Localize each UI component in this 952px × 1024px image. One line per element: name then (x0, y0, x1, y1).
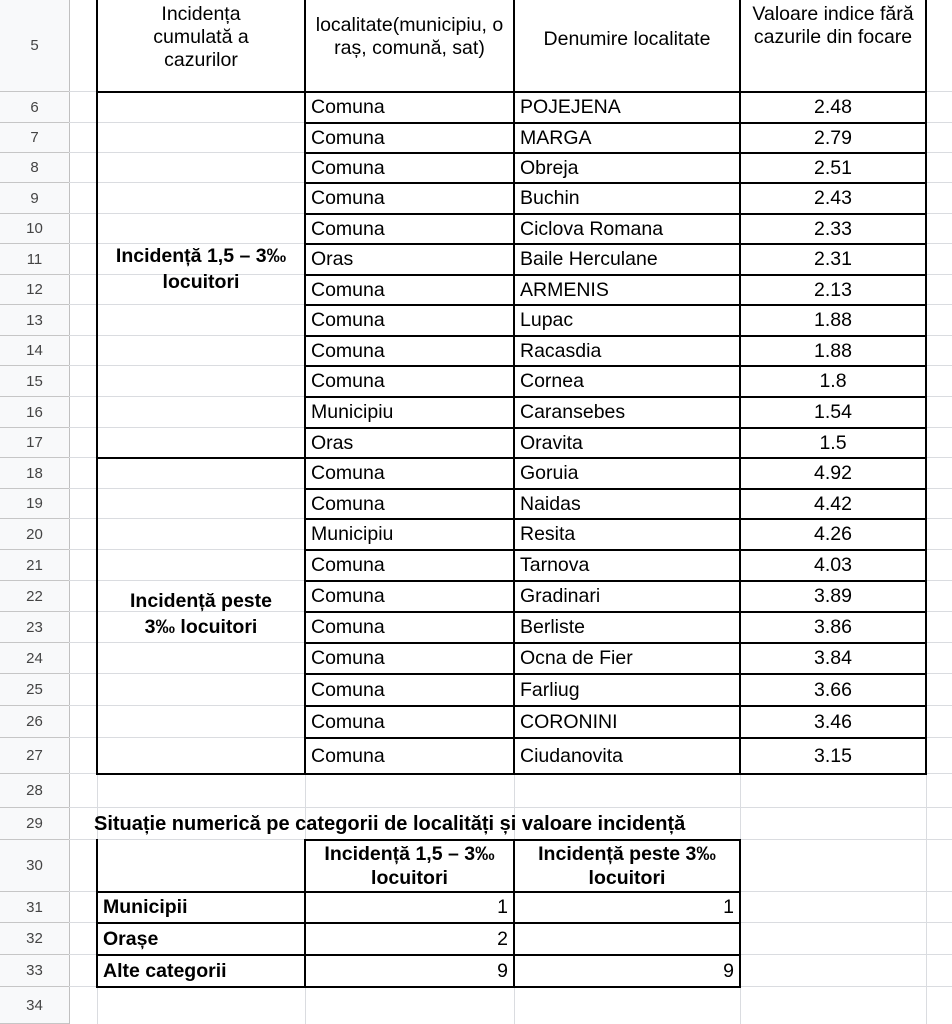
row-header[interactable]: 14 (0, 336, 69, 366)
locality-type-cell[interactable]: Comuna (311, 96, 385, 118)
locality-type-cell[interactable]: Oras (311, 431, 354, 454)
row-header[interactable]: 16 (0, 397, 69, 428)
row-header[interactable]: 26 (0, 706, 69, 738)
locality-type-cell[interactable]: Municipiu (311, 401, 394, 423)
row-header[interactable]: 13 (0, 305, 69, 336)
row-header[interactable]: 23 (0, 612, 69, 643)
summary-count-1-5-3[interactable]: 2 (497, 927, 508, 950)
index-value-cell[interactable]: 3.86 (814, 616, 852, 638)
table-border (304, 304, 927, 306)
summary-count-over-3[interactable]: 1 (723, 896, 734, 918)
index-value-cell[interactable]: 3.15 (814, 744, 852, 767)
summary-header-over-3[interactable] (514, 840, 740, 892)
index-value-cell[interactable]: 2.79 (814, 126, 852, 149)
index-value-cell[interactable]: 4.26 (814, 523, 852, 545)
row-header[interactable]: 17 (0, 428, 69, 458)
table-border (304, 611, 927, 613)
index-value-cell[interactable]: 3.66 (814, 678, 852, 701)
summary-header-1-5-3[interactable] (305, 840, 514, 892)
index-value-cell[interactable]: 1.5 (819, 431, 847, 454)
index-value-cell[interactable]: 4.42 (814, 492, 852, 515)
locality-type-cell[interactable]: Comuna (311, 370, 385, 392)
row-header[interactable]: 15 (0, 366, 69, 397)
table-border (304, 642, 927, 644)
summary-corner-cell[interactable] (97, 840, 305, 892)
locality-name-cell[interactable]: Berliste (520, 616, 586, 638)
row-header[interactable]: 19 (0, 489, 69, 519)
table-border (925, 0, 927, 775)
locality-name-cell[interactable]: Lupac (520, 309, 574, 331)
row-header[interactable]: 9 (0, 183, 69, 214)
locality-type-cell[interactable]: Comuna (311, 744, 385, 767)
summary-category-label[interactable]: Alte categorii (103, 959, 227, 982)
index-value-cell[interactable]: 4.03 (814, 554, 852, 576)
table-border (304, 839, 306, 988)
table-border (304, 365, 927, 367)
locality-name-cell[interactable]: Naidas (520, 492, 581, 515)
index-value-cell[interactable]: 2.43 (814, 187, 852, 209)
summary-count-1-5-3[interactable]: 1 (497, 896, 508, 918)
locality-type-cell[interactable]: Comuna (311, 678, 385, 701)
index-value-cell[interactable]: 2.31 (814, 248, 852, 270)
row-header[interactable]: 28 (0, 774, 69, 808)
locality-name-cell[interactable]: CORONINI (520, 710, 618, 733)
summary-count-over-3[interactable] (514, 923, 740, 955)
summary-header-1-5-3-text: Incidență 1,5 – 3‰ locuitori (324, 843, 495, 889)
row-header[interactable]: 5 (0, 0, 69, 92)
table-border (96, 839, 98, 988)
table-border (304, 274, 927, 276)
index-value-cell[interactable]: 3.84 (814, 647, 852, 669)
locality-name-cell[interactable]: ARMENIS (520, 278, 609, 301)
table-border (513, 0, 515, 775)
table-border (304, 457, 927, 459)
summary-category-label[interactable]: Municipii (103, 896, 188, 918)
row-header[interactable]: 12 (0, 275, 69, 305)
index-value-cell[interactable]: 1.88 (814, 309, 852, 331)
row-header[interactable]: 31 (0, 892, 69, 923)
locality-type-cell[interactable]: Comuna (311, 462, 385, 484)
index-value-cell[interactable]: 3.46 (814, 710, 852, 733)
table-border (96, 457, 305, 459)
locality-name-cell[interactable]: Caransebes (520, 401, 626, 423)
table-border (304, 427, 927, 429)
table-border (304, 580, 927, 582)
row-header[interactable]: 11 (0, 244, 69, 275)
table-border (304, 673, 927, 675)
locality-name-cell[interactable]: Farliug (520, 678, 580, 701)
row-header[interactable]: 20 (0, 519, 69, 550)
summary-count-1-5-3[interactable]: 9 (497, 959, 508, 982)
locality-name-cell[interactable]: Baile Herculane (520, 248, 658, 270)
locality-name-cell[interactable]: Ciudanovita (520, 744, 623, 767)
table-border (304, 518, 927, 520)
locality-type-cell[interactable]: Comuna (311, 126, 385, 149)
group-label-1-5-3-text: Incidență 1,5 – 3‰ locuitori (115, 245, 287, 293)
table-border (96, 954, 740, 956)
table-border (304, 213, 927, 215)
group-label-over-3-text: Incidență peste 3‰ locuitori (130, 590, 272, 638)
locality-name-cell[interactable]: Tarnova (520, 554, 590, 576)
header-locality-type-text: localitate(municipiu, oraș, comună, sat) (315, 14, 504, 59)
table-border (304, 152, 927, 154)
table-border (304, 182, 927, 184)
table-border (304, 488, 927, 490)
index-value-cell[interactable]: 2.51 (814, 156, 852, 179)
row-header[interactable]: 21 (0, 550, 69, 581)
locality-name-cell[interactable]: Oravita (520, 431, 583, 454)
locality-name-cell[interactable]: Goruia (520, 462, 579, 484)
group-label-1-5-3[interactable] (97, 92, 305, 458)
row-header[interactable]: 8 (0, 153, 69, 183)
table-border (304, 549, 927, 551)
table-border (304, 839, 740, 841)
row-header[interactable]: 29 (0, 808, 69, 840)
locality-type-cell[interactable]: Comuna (311, 156, 385, 179)
locality-type-cell[interactable]: Comuna (311, 616, 385, 638)
header-incidence[interactable] (97, 0, 305, 92)
header-locality-name-text: Denumire localitate (543, 28, 711, 50)
row-header[interactable]: 18 (0, 458, 69, 489)
row-header[interactable]: 32 (0, 923, 69, 955)
index-value-cell[interactable]: 2.48 (814, 96, 852, 118)
locality-type-cell[interactable]: Comuna (311, 710, 385, 733)
row-header[interactable]: 7 (0, 123, 69, 153)
locality-name-cell[interactable]: Racasdia (520, 339, 602, 362)
locality-name-cell[interactable]: Gradinari (520, 585, 601, 607)
table-border (304, 396, 927, 398)
locality-name-cell[interactable]: POJEJENA (520, 96, 621, 118)
locality-name-cell[interactable]: Ocna de Fier (520, 647, 633, 669)
table-border (96, 986, 740, 988)
locality-type-cell[interactable]: Comuna (311, 339, 385, 362)
index-value-cell[interactable]: 2.13 (814, 278, 852, 301)
row-header[interactable]: 25 (0, 674, 69, 706)
locality-type-cell[interactable]: Municipiu (311, 523, 394, 545)
table-border (304, 737, 927, 739)
summary-count-over-3[interactable]: 9 (723, 959, 734, 982)
locality-type-cell[interactable]: Comuna (311, 278, 385, 301)
locality-type-cell[interactable]: Comuna (311, 492, 385, 515)
table-border (739, 839, 741, 988)
row-header[interactable]: 22 (0, 581, 69, 612)
header-incidence-text: Incidența cumulată a cazurilor (153, 2, 249, 71)
locality-name-cell[interactable]: Cornea (520, 370, 584, 392)
index-value-cell[interactable]: 1.54 (814, 401, 852, 423)
locality-type-cell[interactable]: Comuna (311, 585, 385, 607)
group-label-over-3[interactable] (97, 458, 305, 774)
header-index-value[interactable] (740, 0, 926, 92)
locality-name-cell[interactable]: Obreja (520, 156, 579, 179)
table-border (96, 922, 740, 924)
locality-type-cell[interactable]: Comuna (311, 554, 385, 576)
summary-category-label[interactable]: Orașe (103, 927, 159, 950)
table-border (304, 335, 927, 337)
locality-type-cell[interactable]: Comuna (311, 309, 385, 331)
table-border (96, 0, 98, 775)
row-header[interactable]: 34 (0, 987, 69, 1024)
row-header[interactable]: 30 (0, 840, 69, 892)
locality-name-cell[interactable]: Buchin (520, 187, 580, 209)
table-border (304, 0, 306, 775)
table-border (739, 0, 741, 775)
index-value-cell[interactable]: 2.33 (814, 217, 852, 240)
row-header[interactable]: 10 (0, 214, 69, 244)
index-value-cell[interactable]: 1.8 (819, 370, 847, 392)
header-locality-name[interactable] (514, 0, 740, 92)
table-border (304, 705, 927, 707)
row-header[interactable]: 24 (0, 643, 69, 674)
index-value-cell[interactable]: 3.89 (814, 585, 852, 607)
header-locality-type[interactable] (305, 0, 514, 92)
index-value-cell[interactable]: 1.88 (814, 339, 852, 362)
table-border (513, 839, 515, 988)
table-border (96, 773, 927, 775)
summary-title[interactable]: Situație numerică pe categorii de localități și valoare incidență (94, 812, 686, 835)
locality-name-cell[interactable]: MARGA (520, 126, 592, 149)
table-border (96, 91, 927, 93)
locality-name-cell[interactable]: Resita (520, 523, 576, 545)
header-index-value-text: Valoare indice fără cazurile din focare (752, 3, 914, 48)
row-header[interactable]: 6 (0, 92, 69, 123)
table-border (304, 122, 927, 124)
locality-type-cell[interactable]: Oras (311, 248, 354, 270)
locality-name-cell[interactable]: Ciclova Romana (520, 217, 664, 240)
table-border (96, 891, 740, 893)
row-header[interactable]: 33 (0, 955, 69, 987)
locality-type-cell[interactable]: Comuna (311, 187, 385, 209)
index-value-cell[interactable]: 4.92 (814, 462, 852, 484)
table-border (304, 243, 927, 245)
row-header[interactable]: 27 (0, 738, 69, 774)
summary-header-over-3-text: Incidență peste 3‰ locuitori (538, 843, 716, 889)
locality-type-cell[interactable]: Comuna (311, 217, 385, 240)
locality-type-cell[interactable]: Comuna (311, 647, 385, 669)
